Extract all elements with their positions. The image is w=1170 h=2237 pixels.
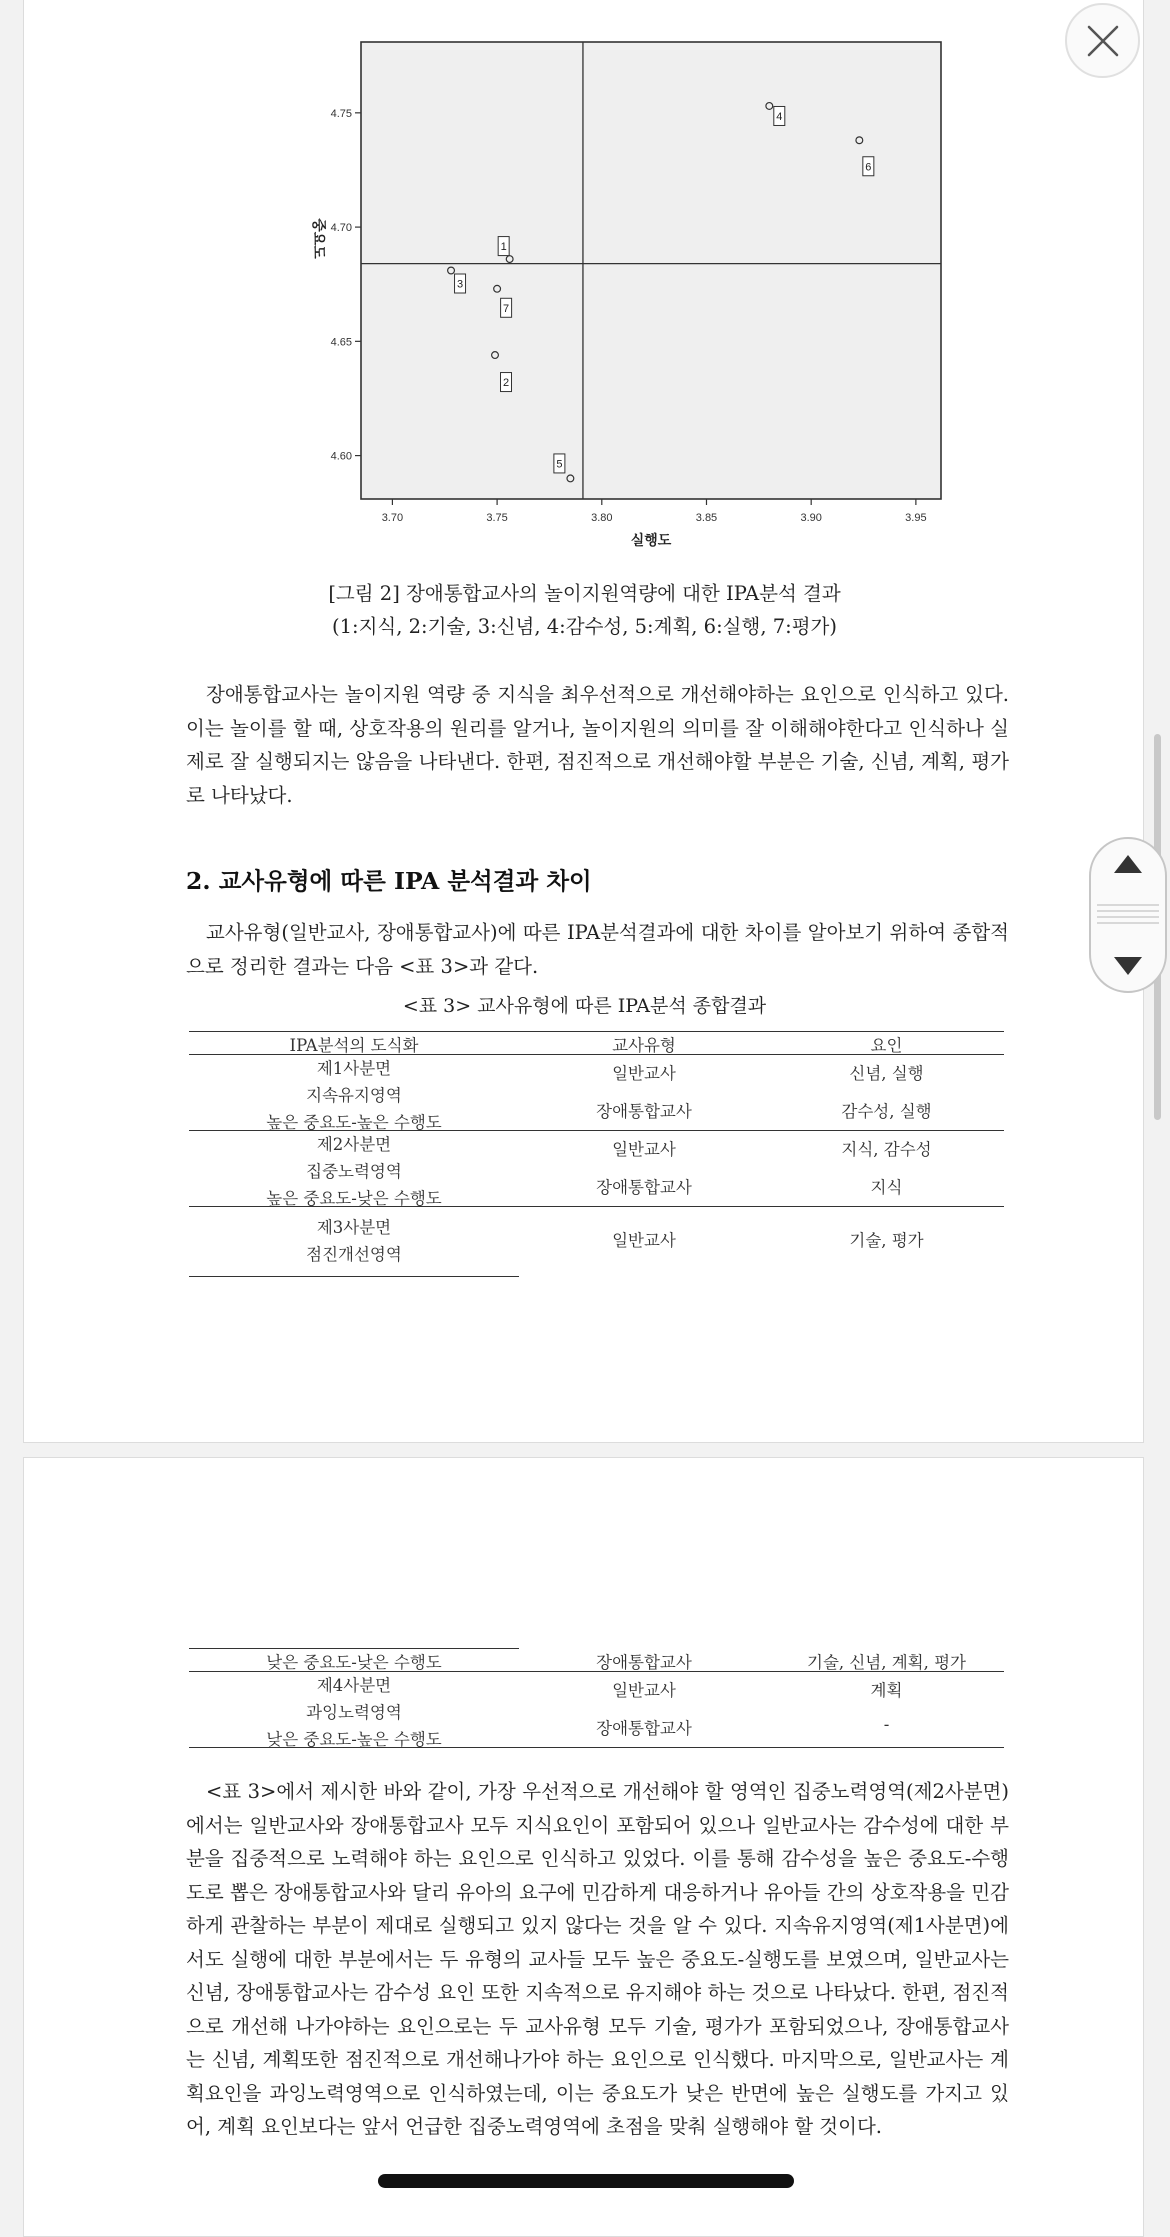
scroll-grip-icon[interactable] bbox=[1097, 899, 1159, 931]
q1-general-teacher: 일반교사 bbox=[612, 1064, 676, 1083]
scroll-down-button[interactable] bbox=[1091, 941, 1165, 991]
paragraph-3-text: <표 3>에서 제시한 바와 같이, 가장 우선적으로 개선해야 할 영역인 집중노력영역(제2사분면)에서는 일반교사와 장애통합교사 모두 지식요인이 포함되어 있으나 일반교사는 감수성에 대한 부분을 집중적으로 노력해야 하는 요인으로 인식하고 있었다. 이를 통해 감수성을 높은 중요도-수행도로 뽑은 장애통합교사와 달리 유아의 요구에 민감하게 대응하거나 유아들 간의 상호작용을 민감하게 관찰하는 부분이 제대로 실행되고 있지 않다는 것을 알 수 있다. 지속유지영역(제1사분면)에서도 실행에 대한 부분에서는 두 유형의 교사들 모두 높은 중요도-실행도를 보였으며, 일반교사는 신념, 장애통합교사는 감수성 요인 또한 지속적으로 유지해야 하는 것으로 나타났다. 한편, 점진적으로 개선해 나가야하는 요인으로는 두 교사유형 모두 기술, 평가가 포함되었으나, 장애통합교사는 신념, 계획또한 점진적으로 개선해나가야 하는 요인으로 인식했다. 마지막으로, 일반교사는 계획요인을 과잉노력영역으로 인식하였는데, 이는 중요도가 낮은 반면에 높은 실행도를 가지고 있어, 계획 요인보다는 앞서 언급한 집중노력영역에 초점을 맞춰 실행해야 할 것이다. bbox=[186, 1780, 1009, 2138]
q3-label: 제3사분면 bbox=[316, 1218, 392, 1237]
document-page-1 bbox=[23, 0, 1144, 1443]
y-tick-label: 4.70 bbox=[330, 222, 352, 235]
x-tick-label: 3.80 bbox=[591, 512, 613, 524]
q3-integrated-factors: 기술, 신념, 계획, 평가 bbox=[807, 1653, 966, 1672]
q2-integrated-factors: 지식 bbox=[870, 1178, 903, 1197]
q2-label: 제2사분면 bbox=[316, 1135, 392, 1154]
triangle-up-icon bbox=[1112, 853, 1144, 875]
q4-desc: 낮은 중요도-높은 수행도 bbox=[266, 1730, 442, 1749]
q1-label: 제1사분면 bbox=[316, 1059, 392, 1078]
figure-caption-legend: (1:지식, 2:기술, 3:신념, 4:감수성, 5:계획, 6:실행, 7:평가) bbox=[332, 615, 837, 638]
point-label: 7 bbox=[503, 302, 510, 315]
q3-desc: 낮은 중요도-낮은 수행도 bbox=[266, 1653, 442, 1672]
paragraph-2 bbox=[186, 916, 1009, 983]
table-caption: <표 3> 교사유형에 따른 IPA분석 종합결과 bbox=[402, 995, 767, 1017]
table-header-factor: 요인 bbox=[870, 1036, 903, 1055]
q1-desc: 높은 중요도-높은 수행도 bbox=[266, 1113, 442, 1132]
q4-integrated-factors: - bbox=[883, 1715, 890, 1734]
point-label: 6 bbox=[865, 161, 872, 174]
q3-general-teacher: 일반교사 bbox=[612, 1231, 676, 1250]
y-axis-label: 중요도 bbox=[310, 218, 326, 259]
q4-general-teacher: 일반교사 bbox=[612, 1681, 676, 1700]
close-button[interactable] bbox=[1065, 3, 1140, 78]
q3-integrated-teacher: 장애통합교사 bbox=[596, 1653, 692, 1672]
x-tick-label: 3.90 bbox=[800, 512, 822, 524]
x-tick-label: 3.95 bbox=[905, 512, 927, 524]
table-header-diagram: IPA분석의 도식화 bbox=[289, 1036, 419, 1055]
q2-general-teacher: 일반교사 bbox=[612, 1140, 676, 1159]
document-page-2 bbox=[23, 1457, 1144, 2237]
table-header-teacher-type: 교사유형 bbox=[612, 1036, 676, 1055]
ipa-scatter-chart bbox=[294, 31, 964, 551]
figure-caption-title: [그림 2] 장애통합교사의 놀이지원역량에 대한 IPA분석 결과 bbox=[328, 582, 841, 605]
y-tick-label: 4.75 bbox=[330, 107, 352, 120]
x-tick-label: 3.75 bbox=[486, 512, 508, 524]
page-scroll-control bbox=[1089, 837, 1167, 993]
q4-label: 제4사분면 bbox=[316, 1676, 392, 1695]
q4-general-factors: 계획 bbox=[870, 1681, 903, 1700]
section-heading: 2. 교사유형에 따른 IPA 분석결과 차이 bbox=[186, 867, 592, 895]
paragraph-3 bbox=[186, 1775, 1009, 2144]
q4-area: 과잉노력영역 bbox=[306, 1703, 402, 1722]
q4-integrated-teacher: 장애통합교사 bbox=[596, 1719, 692, 1738]
x-tick-label: 3.85 bbox=[695, 512, 718, 524]
table-rule-q2 bbox=[189, 1206, 1004, 1207]
y-tick-label: 4.65 bbox=[330, 336, 352, 349]
q2-desc: 높은 중요도-낮은 수행도 bbox=[266, 1189, 442, 1208]
triangle-down-icon bbox=[1112, 955, 1144, 977]
q2-integrated-teacher: 장애통합교사 bbox=[596, 1178, 692, 1197]
point-label: 4 bbox=[776, 110, 783, 123]
q1-integrated-teacher: 장애통합교사 bbox=[596, 1102, 692, 1121]
q1-integrated-factors: 감수성, 실행 bbox=[841, 1102, 932, 1121]
paragraph-1-text: 장애통합교사는 놀이지원 역량 중 지식을 최우선적으로 개선해야하는 요인으로 인식하고 있다. 이는 놀이를 할 때, 상호작용의 원리를 알거나, 놀이지원의 의미를 잘 이해해야한다고 인식하나 실제로 잘 실행되지는 않음을 나타낸다. 한편, 점진적으로 개선해야할 부분은 기술, 신념, 계획, 평가로 나타났다. bbox=[186, 683, 1009, 807]
point-label: 1 bbox=[500, 241, 507, 254]
x-axis-label: 실행도 bbox=[630, 533, 672, 549]
home-indicator[interactable] bbox=[378, 2174, 794, 2188]
close-icon bbox=[1085, 23, 1121, 59]
point-label: 5 bbox=[556, 458, 563, 471]
q3-general-factors: 기술, 평가 bbox=[849, 1231, 924, 1250]
point-label: 3 bbox=[456, 278, 464, 291]
scroll-up-button[interactable] bbox=[1091, 839, 1165, 889]
q2-area: 집중노력영역 bbox=[306, 1162, 402, 1181]
q2-general-factors: 지식, 감수성 bbox=[841, 1140, 932, 1159]
y-tick-label: 4.60 bbox=[330, 450, 352, 463]
q1-general-factors: 신념, 실행 bbox=[849, 1064, 924, 1083]
paragraph-2-text: 교사유형(일반교사, 장애통합교사)에 따른 IPA분석결과에 대한 차이를 알아보기 위하여 종합적으로 정리한 결과는 다음 <표 3>과 같다. bbox=[186, 921, 1009, 978]
x-tick-label: 3.70 bbox=[381, 512, 404, 524]
point-label: 2 bbox=[502, 377, 510, 390]
q1-area: 지속유지영역 bbox=[306, 1086, 402, 1105]
table-bottom-rule bbox=[189, 1747, 1004, 1748]
q3-area: 점진개선영역 bbox=[306, 1245, 402, 1264]
paragraph-1 bbox=[186, 678, 1009, 812]
table-rule-page-end bbox=[189, 1276, 519, 1277]
